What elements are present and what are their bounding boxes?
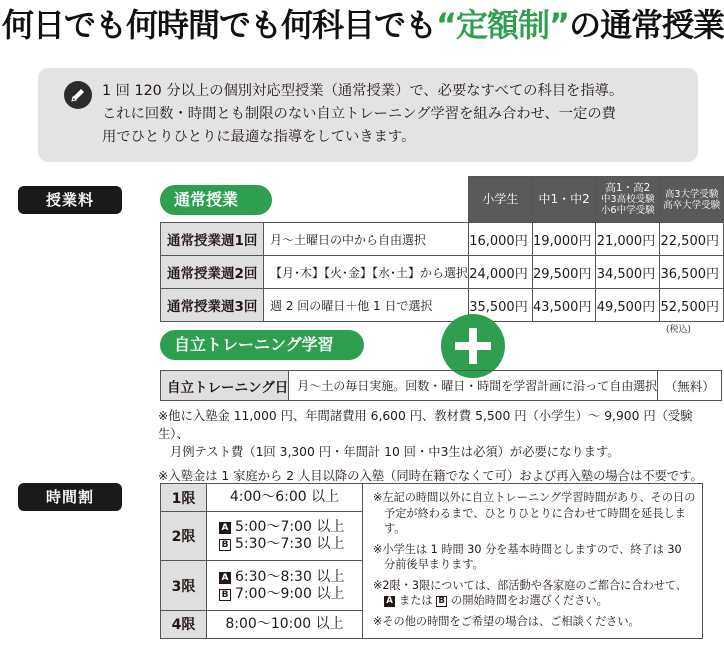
fee-row-label: 通常授業週1回 [161,223,264,256]
fee-row-desc: 週 2 回の曜日＋他 1 日で選択 [263,289,468,322]
period-time: A 5:00～7:00 以上 B 5:30～7:30 以上 [207,512,363,561]
self-training-table [160,370,722,401]
fee-price: 52,500円 [660,289,724,322]
schedule-row [161,484,703,512]
fee-price: 19,000円 [532,223,596,256]
self-training-amount: （無料） [658,371,722,401]
pencil-icon [64,81,92,109]
schedule-section-label: 時間割 [18,483,122,511]
schedule-table [160,483,703,639]
fee-row [161,289,724,322]
period-name: 1限 [161,484,207,512]
self-training-header: 自立トレーニング学習 [160,330,364,360]
fee-header: 通常授業 [160,185,272,215]
note-2: ※入塾金は 1 家庭から 2 人目以降の入塾（同時在籍でなくて可）および再入塾の場合は不要です。 [158,469,703,483]
period-name: 4限 [161,610,207,638]
fee-notes [158,407,718,491]
fee-price: 49,500円 [596,289,660,322]
sched-note-1-line-2: 予定が終わるまで、ひとりひとりに合わせて時間を延長します。 [384,506,686,535]
self-training-label: 自立トレーニング日 [161,371,289,401]
fee-row [161,223,724,256]
intro-box [38,68,698,162]
fee-section-label: 授業料 [18,186,122,214]
sched-note-4: ※その他の時間をご希望の場合は、ご相談ください。 [373,614,640,628]
fee-row [161,256,724,289]
col-header-junior: 中1・中2 [532,177,596,223]
col-header-high: 高1・高2 中3高校受験 小6中学受験 [596,177,660,223]
fee-row-label: 通常授業週2回 [161,256,264,289]
intro-text [102,80,694,149]
sched-note-3-line-1: ※2限・3限については、部活動や各家庭のご都合に合わせて、 [373,578,688,592]
fee-price: 36,500円 [660,256,724,289]
title-suffix: の通常授業 [569,6,724,44]
tax-note: (税込) [666,325,692,335]
fee-price: 35,500円 [468,289,532,322]
period-time: 4:00～6:00 以上 [207,484,363,512]
page-title [0,0,724,50]
title-highlight: “定額制” [436,6,570,44]
fee-price: 24,000円 [468,256,532,289]
fee-price: 34,500円 [596,256,660,289]
fee-price: 21,000円 [596,223,660,256]
fee-price: 16,000円 [468,223,532,256]
note-1-line-2: 月例テスト費（1回 3,300 円・年間計 10 回・中3生は必須）が必要になります。 [170,445,620,459]
schedule-notes [363,484,703,639]
fee-price: 43,500円 [532,289,596,322]
self-training-desc: 月～土の毎日実施。回数・曜日・時間を学習計画に沿って自由選択 [289,371,658,401]
title-prefix: 何日でも何時間でも何科目でも [2,6,437,44]
fee-price: 29,500円 [532,256,596,289]
period-time: 8:00～10:00 以上 [207,610,363,638]
tag-b-icon: B [436,596,447,607]
period-name: 2限 [161,512,207,561]
plus-icon [441,314,505,378]
period-name: 3限 [161,561,207,610]
fee-row-label: 通常授業週3回 [161,289,264,322]
col-header-university: 高3大学受験 高卒大学受験 [660,177,724,223]
sched-note-2-line-1: ※小学生は 1 時間 30 分を基本時間としますので、終了は 30 [373,542,682,556]
intro-line-2: これに回数・時間とも制限のない自立トレーニング学習を組み合わせ、一定の費 [102,106,616,122]
fee-row-desc: 【月･木】【火･金】【水･土】から選択 [263,256,468,289]
fee-row-desc: 月～土曜日の中から自由選択 [263,223,468,256]
sched-note-3-line-2: A または B の開始時間をお選びください。 [373,593,696,609]
tag-b-icon: B [219,589,231,601]
intro-line-3: 用でひとりひとりに最適な指導をしていきます。 [102,129,416,145]
tag-a-icon: A [219,522,231,534]
tag-a-icon: A [219,572,231,584]
sched-note-2-line-2: 分前後早まります。 [384,558,484,571]
tag-a-icon: A [384,596,395,607]
tag-b-icon: B [219,539,231,551]
note-1-line-1: ※他に入塾金 11,000 円、年間諸費用 6,600 円、教材費 5,500 円（小学生）～ 9,900 円（受験生）、 [158,409,693,441]
col-header-elementary: 小学生 [468,177,532,223]
intro-line-1: 1 回 120 分以上の個別対応型授業（通常授業）で、必要なすべての科目を指導。 [102,83,624,99]
period-time: A 6:30～8:30 以上 B 7:00～9:00 以上 [207,561,363,610]
fee-price: 22,500円 [660,223,724,256]
sched-note-1-line-1: ※左記の時間以外に自立トレーニング学習時間があり、その日の [373,491,696,504]
